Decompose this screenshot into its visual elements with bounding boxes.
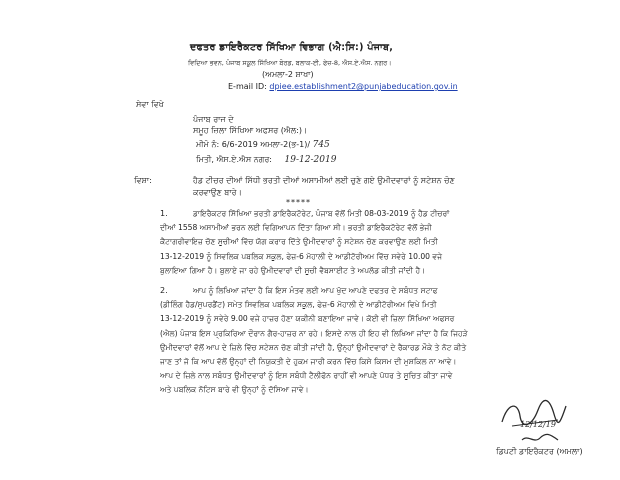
- paragraph-2: [160, 284, 598, 398]
- salutation: ਸੇਵਾ ਵਿਖੇ: [136, 100, 164, 109]
- email-link[interactable]: dpiee.establishment2@punjabeducation.gov.in: [269, 82, 458, 91]
- signatory-designation: ਡਿਪਟੀ ਡਾਇਰੈਕਟਰ (ਅਮਲਾ): [496, 447, 583, 456]
- para1-line: ਡਾਇਰੈਕਟਰ ਸਿੱਖਿਆ ਭਰਤੀ ਡਾਇਰੈਕਟੋਰੇਟ, ਪੰਜਾਬ ਵੱਲੋਂ ਮਿਤੀ 08-03-2019 ਨੂੰ ਹੈਡ ਟੀਚਰਾਂ: [193, 209, 450, 218]
- signature-date-handwritten: 12/12/19: [520, 420, 556, 429]
- recipient-line1: ਪੰਜਾਬ ਰਾਜ ਦੇ: [193, 115, 234, 124]
- memo-date-label: ਮਿਤੀ, ਐਸ.ਏ.ਐਸ ਨਗਰ:: [196, 155, 272, 164]
- recipient-line2: ਸਮੂਹ ਜ਼ਿਲਾ ਸਿੱਖਿਆ ਅਫਸਰ (ਐਲ:)।: [193, 126, 308, 135]
- memo-number-label: ਮੀਮੋ ਨੰ: 6/6-2019 ਅਮਲਾ-2(ਭ-1)/: [196, 140, 311, 149]
- subject-separator: *****: [286, 198, 311, 207]
- para2-number: 2.: [160, 286, 168, 295]
- email-label: E-mail ID:: [228, 82, 267, 91]
- memo-date-line: [196, 155, 336, 165]
- para1-number: 1.: [160, 209, 168, 218]
- office-address: ਵਿਦਿਆ ਭਵਨ, ਪੰਜਾਬ ਸਕੂਲ ਸਿੱਖਿਆ ਬੋਰਡ, ਬਲਾਕ-ਈ, ਫੇਜ਼-8, ਐਸ.ਏ.ਐਸ. ਨਗਰ।: [188, 59, 392, 67]
- para2-line: (ਡੀਲਿੰਗ ਹੈਡ/ਸੁਪਰਡੈਂਟ) ਸਮੇਤ ਸਿਵਲਿਕ ਪਬਲਿਕ ਸਕੂਲ, ਫੇਜ਼-6 ਮੋਹਾਲੀ ਦੇ ਆਡੀਟੋਰੀਅਮ ਵਿਖੇ ਮਿਤੀ: [160, 300, 437, 310]
- para2-line: ਆਪ ਨੂੰ ਲਿਖਿਆ ਜਾਂਦਾ ਹੈ ਕਿ ਇਸ ਮੰਤਵ ਲਈ ਆਪ ਖੁੱਦ ਆਪਣੇ ਦਫਤਰ ਦੇ ਸਬੰਧਤ ਸਟਾਫ: [193, 286, 438, 295]
- signature-mark: [520, 432, 560, 446]
- para2-line: (ਐਲ) ਪੰਜਾਬ ਇਸ ਪ੍ਰਕਿਰਿਆ ਦੌਰਾਨ ਗੈਰ-ਹਾਜ਼ਰ ਨਾ ਰਹੇ। ਇਸਦੇ ਨਾਲ ਹੀ ਇਹ ਵੀ ਲਿਖਿਆ ਜਾਂਦਾ ਹੈ ਕਿ ਜਿਹੜੇ: [160, 328, 468, 338]
- para1-line: 13-12-2019 ਨੂੰ ਸਿਵਲਿਕ ਪਬਲਿਕ ਸਕੂਲ, ਫੇਜ਼-6 ਮੋਹਾਲੀ ਦੇ ਆਡੀਟੋਰੀਅਮ ਵਿੱਚ ਸਵੇਰੇ 10.00 ਵਜੇ: [160, 251, 443, 261]
- memo-number-line: [196, 140, 330, 150]
- para1-line: ਬੁਲਾਇਆ ਗਿਆ ਹੈ। ਬੁਲਾਏ ਜਾ ਰਹੇ ਉਮੀਦਵਾਰਾਂ ਦੀ ਸੂਚੀ ਵੈਬਸਾਈਟ ਤੇ ਅਪਲੋਡ ਕੀਤੀ ਜਾਂਦੀ ਹੈ।: [160, 265, 426, 275]
- memo-date-handwritten: 19-12-2019: [284, 155, 337, 165]
- paragraph-1: [160, 207, 598, 278]
- para2-line: 13-12-2019 ਨੂੰ ਸਵੇਰੇ 9.00 ਵਜੇ ਹਾਜ਼ਰ ਹੋਣਾ ਯਕੀਨੀ ਬਣਾਇਆ ਜਾਵੇ। ਕੋਈ ਵੀ ਜ਼ਿਲਾ ਸਿੱਖਿਆ ਅਫਸਰ: [160, 314, 455, 324]
- subject-line2: ਕਰਵਾਉਣ ਬਾਰੇ।: [193, 188, 242, 197]
- subject-label: ਵਿਸ਼ਾ:: [134, 176, 152, 185]
- para2-line: ਆਪ ਦੇ ਜ਼ਿਲੇ ਨਾਲ ਸਬੰਧਤ ਉਮੀਦਵਾਰਾਂ ਨੂੰ ਇਸ ਸਬੰਧੀ ਟੈਲੀਫੋਨ ਰਾਹੀਂ ਵੀ ਆਪਣੇ ਪੱਧਰ ਤੇ ਸੂਚਿਤ ਕੀਤਾ ਜਾਵੇ: [160, 371, 453, 381]
- branch-name: (ਅਮਲਾ-2 ਸ਼ਾਖਾ): [262, 70, 314, 79]
- office-title: ਦਫਤਰ ਡਾਇਰੈਕਟਰ ਸਿੱਖਿਆ ਵਿਭਾਗ (ਐ:ਸਿ:) ਪੰਜਾਬ,: [190, 42, 394, 53]
- para2-line: ਅਤੇ ਪਬਲਿਕ ਨੋਟਿਸ ਬਾਰੇ ਵੀ ਉਨ੍ਹਾਂ ਨੂੰ ਦੱਸਿਆ ਜਾਵੇ।: [160, 385, 309, 395]
- subject-line1: ਹੈਡ ਟੀਚਰ ਦੀਆਂ ਸਿੱਧੀ ਭਰਤੀ ਦੀਆਂ ਅਸਾਮੀਆਂ ਲਈ ਚੁਣੇ ਗਏ ਉਮੀਦਵਾਰਾਂ ਨੂੰ ਸਟੇਸ਼ਨ ਚੋਣ: [193, 176, 455, 185]
- para1-line: ਕੈਟਾਗਰੀਵਾਇਜ਼ ਚੋਣ ਸੂਚੀਆਂ ਵਿੱਚ ਯੋਗ ਕਰਾਰ ਦਿੱਤੇ ਉਮੀਦਵਾਰਾਂ ਨੂੰ ਸਟੇਸ਼ਨ ਚੋਣ ਕਰਵਾਉਣ ਲਈ ਮਿਤੀ: [160, 237, 438, 247]
- para2-line: ਉਮੀਦਵਾਰਾਂ ਵੱਲੋਂ ਆਪ ਦੇ ਜ਼ਿਲੇ ਵਿੱਚ ਸਟੇਸ਼ਨ ਚੋਣ ਕੀਤੀ ਜਾਂਦੀ ਹੈ, ਉਨ੍ਹਾਂ ਉਮੀਦਵਾਰਾਂ ਦੇ ਰੈਕਾਰਡ ਮੌਕੇ ਤੇ ਨੋਟ ਕੀਤੇ: [160, 342, 467, 352]
- memo-number-handwritten: 745: [312, 140, 330, 150]
- para2-line: ਜਾਣ ਤਾਂ ਜੋ ਕਿ ਆਪ ਵੱਲੋਂ ਉਨ੍ਹਾਂ ਦੀ ਨਿਯੁਕਤੀ ਦੇ ਹੁਕਮ ਜਾਰੀ ਕਰਨ ਵਿੱਚ ਕਿਸੇ ਕਿਸਮ ਦੀ ਮੁਸ਼ਕਿਲ ਨਾ ਆਵੇ।: [160, 357, 457, 367]
- para1-line: ਦੀਆਂ 1558 ਅਸਾਮੀਆਂ ਭਰਨ ਲਈ ਵਿਗਿਆਪਨ ਦਿੱਤਾ ਗਿਆ ਸੀ। ਭਰਤੀ ਡਾਇਰੈਕਟੋਰੇਟ ਵੱਲੋਂ ਭੇਜੀ: [160, 223, 432, 233]
- email-line: [228, 82, 458, 91]
